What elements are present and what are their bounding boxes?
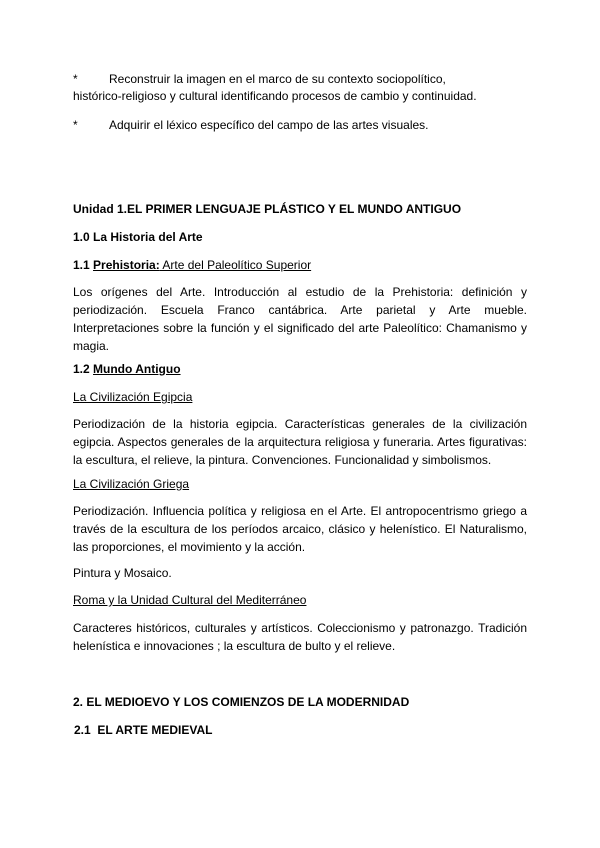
bullet-marker: * xyxy=(73,118,78,132)
greece-extra-line: Pintura y Mosaico. xyxy=(73,566,172,580)
bullet-marker: * xyxy=(73,72,78,86)
rome-subheading: Roma y la Unidad Cultural del Mediterráneo xyxy=(73,593,307,607)
section-1-1-paragraph: Los orígenes del Arte. Introducción al estudio de la Prehistoria: definición y periodización. Escuela Franco cantábrica. Arte parietal y Arte mueble. Interpretaciones sobre la función y el significado del arte Paleolítico: Chamanismo y magia. xyxy=(73,285,527,353)
section-1-1-subtitle: Arte del Paleolítico Superior xyxy=(159,258,312,272)
objective-1-line-2: histórico-religioso y cultural identificando procesos de cambio y continuidad. xyxy=(73,89,477,103)
objective-2-line-1: Adquirir el léxico específico del campo de las artes visuales. xyxy=(109,118,429,132)
section-1-2-term: Mundo Antiguo xyxy=(93,362,181,376)
section-1-2-number: 1.2 xyxy=(73,362,94,376)
objective-1-line-1: Reconstruir la imagen en el marco de su contexto sociopolítico, xyxy=(109,72,446,86)
section-1-1-heading xyxy=(73,257,311,273)
unit-1-title: Unidad 1.EL PRIMER LENGUAJE PLÁSTICO Y EL MUNDO ANTIGUO xyxy=(73,202,462,216)
rome-paragraph: Caracteres históricos, culturales y artísticos. Coleccionismo y patronazgo. Tradición helenística e innovaciones ; la escultura de bulto y el relieve. xyxy=(73,621,527,653)
greece-paragraph: Periodización. Influencia política y religiosa en el Arte. El antropocentrismo griego a través de la escultura de los períodos arcaico, clásico y helenístico. El Naturalismo, las proporciones, el movimiento y la acción. xyxy=(73,504,527,554)
egypt-paragraph: Periodización de la historia egipcia. Características generales de la civilización egipcia. Aspectos generales de la arquitectura religiosa y funeraria. Artes figurativas: la escultura, el relieve, la pintura. Convenciones. Funcionalidad y simbolismos. xyxy=(73,417,527,467)
egypt-subheading: La Civilización Egipcia xyxy=(73,390,193,404)
greece-subheading: La Civilización Griega xyxy=(73,477,190,491)
section-1-1-number: 1.1 xyxy=(73,258,94,272)
section-1-0-heading: 1.0 La Historia del Arte xyxy=(73,230,203,244)
section-1-1-term: Prehistoria: xyxy=(93,258,160,272)
unit-2-title: 2. EL MEDIOEVO Y LOS COMIENZOS DE LA MODERNIDAD xyxy=(73,695,410,709)
section-2-1-heading: 2.1 EL ARTE MEDIEVAL xyxy=(74,723,213,737)
section-1-2-heading xyxy=(73,361,181,377)
